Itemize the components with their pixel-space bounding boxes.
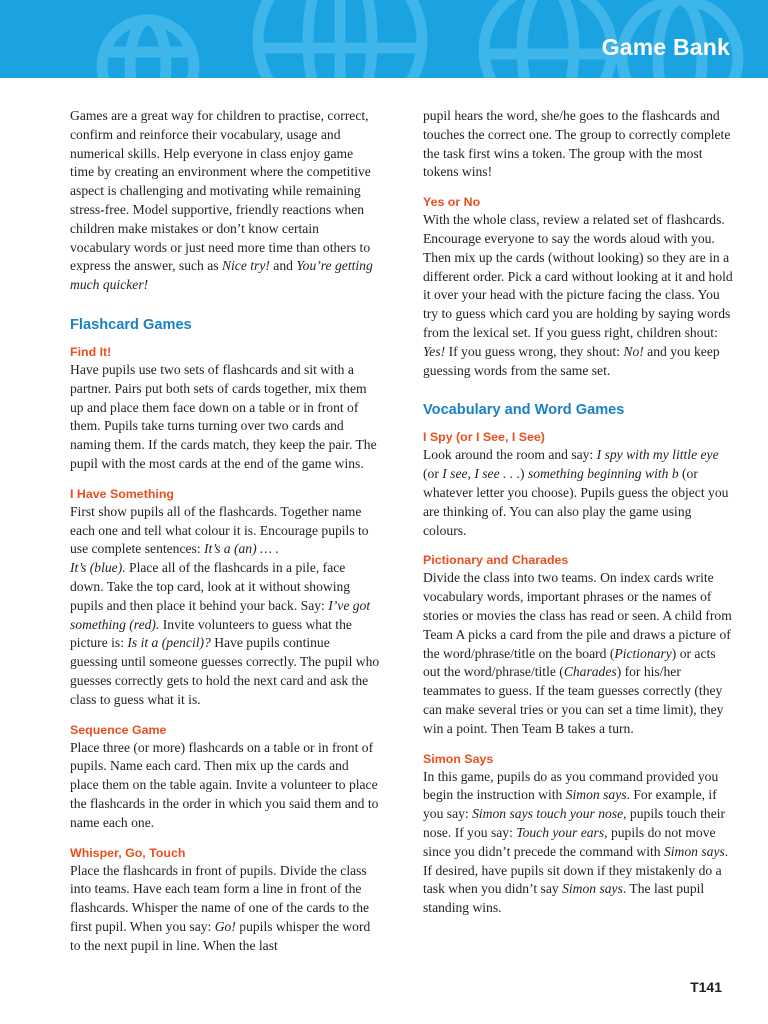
game-title-whisper-go-touch: Whisper, Go, Touch (70, 845, 186, 860)
page-number: T141 (690, 979, 722, 995)
game-body-whisper-go-touch: Place the flashcards in front of pupils. Divide the class into teams. Have each team form a line in front of the flashcards. Whisper the name of one of the cards to the first pupil. When you say: Go! pupils whisper the word to the next pupil in line. When the last (70, 862, 371, 953)
page-title: Game Bank (601, 34, 730, 60)
game-body-find-it: Have pupils use two sets of flashcards and sit with a partner. Pairs put both sets of cards together, mix them up and place them face down on a table or in front of them. Pupils take turns turning over two cards and naming them. If the cards match, they keep the pair. The pupil with the most cards at the end of the game wins. (70, 361, 377, 471)
game-body-i-have-something: First show pupils all of the flashcards. Together name each one and tell what colour it is. Encourage pupils to use complete sentences: It’s a (an) … . It’s (blue). Place all of the flashcards in a pile, face down. Take the top card, look at it without showing pupils and then place it behind your back. Say: I’ve got something (red). Invite volunteers to guess what the picture is: Is it a (pencil)? Have pupils continue guessing until someone guesses correctly. The pupil who guesses correctly gets to hold the next card and ask the class to guess what it is. (70, 503, 380, 707)
left-column (70, 107, 380, 955)
page-header (0, 0, 768, 78)
section-heading-flashcard-games: Flashcard Games (70, 316, 192, 333)
section-heading-vocabulary-word-games: Vocabulary and Word Games (423, 402, 625, 419)
game-title-simon-says: Simon Says (423, 751, 494, 766)
game-body-i-spy: Look around the room and say: I spy with my little eye (or I see, I see . . .) something beginning with b (or whatever letter you choose). Pupils guess the object you are thinking of. You can also play the game using colours. (423, 447, 729, 538)
game-title-find-it: Find It! (70, 344, 112, 359)
game-body-pictionary-charades: Divide the class into two teams. On index cards write vocabulary words, important phrases or the names of stories or movies the class has read or seen. A child from Team A picks a card from the pile and draws a picture of the word/phrase/title on the board (Pictionary) or acts out the word/phrase/title (Charades) for his/her teammates to guess. If the team guesses correctly (they can make several tries or you can set a time limit), they win a point. Then Team B takes a turn. (423, 570, 732, 736)
game-title-i-have-something: I Have Something (70, 486, 174, 501)
intro-paragraph: Games are a great way for children to practise, correct, confirm and reinforce their vocabulary, usage and numerical skills. Help everyone in class enjoy game time by creating an environment where the competitive aspect is challenging and motivating while remaining stress-free. Model supportive, friendly reactions when children make mistakes or don’t know certain vocabulary words or just need more time than others to express the answer, such as Nice try! and You’re getting much quicker! (70, 108, 373, 293)
game-title-i-spy: I Spy (or I See, I See) (423, 430, 545, 445)
game-title-pictionary-charades: Pictionary and Charades (423, 553, 569, 568)
game-body-whisper-continued: pupil hears the word, she/he goes to the flashcards and touches the correct one. The group to correctly complete the task first wins a token. The group with the most tokens wins! (423, 108, 731, 180)
game-title-sequence-game: Sequence Game (70, 722, 167, 737)
game-body-simon-says: In this game, pupils do as you command provided you begin the instruction with Simon says. For example, if you say: Simon says touch your nose, pupils touch their nose. If you say: Touch your ears, pupils do not move since you didn’t precede the command with Simon says. If desired, have pupils sit down if they mistakenly do a task when you didn’t say Simon says. The last pupil standing wins. (423, 768, 729, 916)
right-column (423, 107, 733, 918)
game-body-yes-or-no: With the whole class, review a related set of flashcards. Encourage everyone to say the words aloud with you. Then mix up the cards (without looking) so they are in a different order. Pick a card without looking at it and hold it over your head with the picture facing the class. You try to guess which card you are holding by saying words from the lexical set. If you guess right, children shout: Yes! If you guess wrong, they shout: No! and you keep guessing words from the same set. (423, 212, 733, 378)
game-title-yes-or-no: Yes or No (423, 195, 481, 210)
game-body-sequence-game: Place three (or more) flashcards on a table or in front of pupils. Name each card. Then mix up the cards and place them on the table again. Invite a volunteer to place the flashcards in the order in which you said them and to name each one. (70, 739, 379, 830)
